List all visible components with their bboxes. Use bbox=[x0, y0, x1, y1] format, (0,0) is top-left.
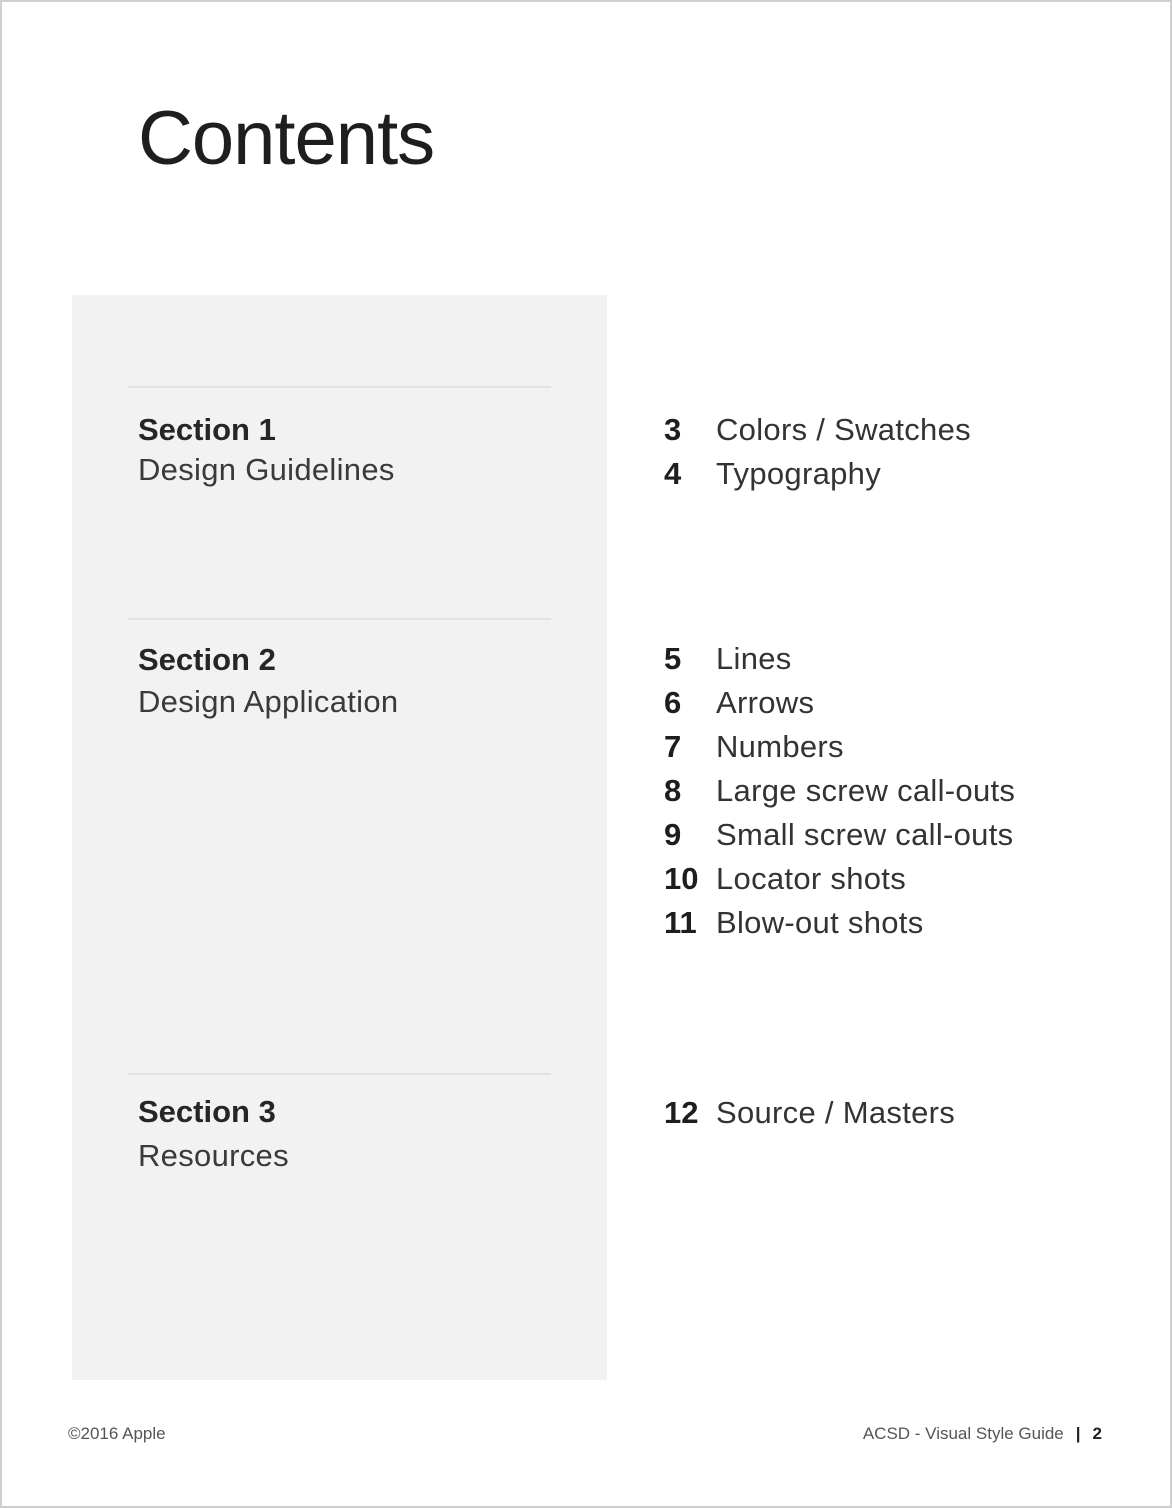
toc-entry[interactable] bbox=[664, 901, 1015, 945]
section-2-number: Section 2 bbox=[138, 642, 276, 677]
toc-entry[interactable] bbox=[664, 813, 1015, 857]
toc-entry-label: Numbers bbox=[716, 729, 844, 764]
footer-page-number: 2 bbox=[1092, 1424, 1102, 1443]
toc-entry-label: Source / Masters bbox=[716, 1095, 956, 1130]
footer-separator: | bbox=[1075, 1424, 1081, 1443]
toc-entry[interactable] bbox=[664, 637, 1015, 681]
toc-page-number: 12 bbox=[664, 1095, 699, 1130]
toc-entry[interactable] bbox=[664, 1091, 955, 1135]
toc-entry-label: Locator shots bbox=[716, 861, 907, 896]
section-3-number: Section 3 bbox=[138, 1094, 276, 1129]
section-3-name: Resources bbox=[138, 1138, 289, 1173]
section-1-toc-list bbox=[664, 408, 971, 496]
footer-document-info bbox=[863, 1424, 1102, 1444]
toc-page-number: 8 bbox=[664, 773, 682, 808]
toc-page-number: 7 bbox=[664, 729, 682, 764]
toc-page-number: 9 bbox=[664, 817, 682, 852]
section-1-number: Section 1 bbox=[138, 412, 276, 447]
toc-page-number: 10 bbox=[664, 861, 699, 896]
section-1-name: Design Guidelines bbox=[138, 452, 395, 487]
toc-entry[interactable] bbox=[664, 452, 971, 496]
page-title: Contents bbox=[138, 96, 435, 181]
footer-document-title: ACSD - Visual Style Guide bbox=[862, 1424, 1064, 1443]
toc-page-number: 6 bbox=[664, 685, 682, 720]
toc-entry[interactable] bbox=[664, 681, 1015, 725]
toc-entry[interactable] bbox=[664, 408, 971, 452]
section-2-divider bbox=[128, 618, 551, 620]
toc-entry[interactable] bbox=[664, 857, 1015, 901]
toc-entry-label: Blow-out shots bbox=[716, 905, 924, 940]
toc-page-number: 5 bbox=[664, 641, 682, 676]
section-3-divider bbox=[128, 1073, 551, 1075]
toc-entry-label: Colors / Swatches bbox=[716, 412, 971, 447]
toc-entry-label: Arrows bbox=[716, 685, 815, 720]
toc-page-number: 4 bbox=[664, 456, 682, 491]
section-1-divider bbox=[128, 386, 551, 388]
toc-entry[interactable] bbox=[664, 769, 1015, 813]
toc-entry-label: Large screw call-outs bbox=[716, 773, 1016, 808]
toc-entry-label: Small screw call-outs bbox=[716, 817, 1014, 852]
section-2-toc-list bbox=[664, 637, 1015, 945]
footer-copyright: ©2016 Apple bbox=[68, 1424, 166, 1443]
toc-page-number: 3 bbox=[664, 412, 682, 447]
toc-page-number: 11 bbox=[664, 905, 697, 940]
toc-entry[interactable] bbox=[664, 725, 1015, 769]
toc-entry-label: Lines bbox=[716, 641, 792, 676]
section-3-toc-list bbox=[664, 1091, 955, 1135]
toc-entry-label: Typography bbox=[716, 456, 881, 491]
section-2-name: Design Application bbox=[138, 684, 399, 719]
